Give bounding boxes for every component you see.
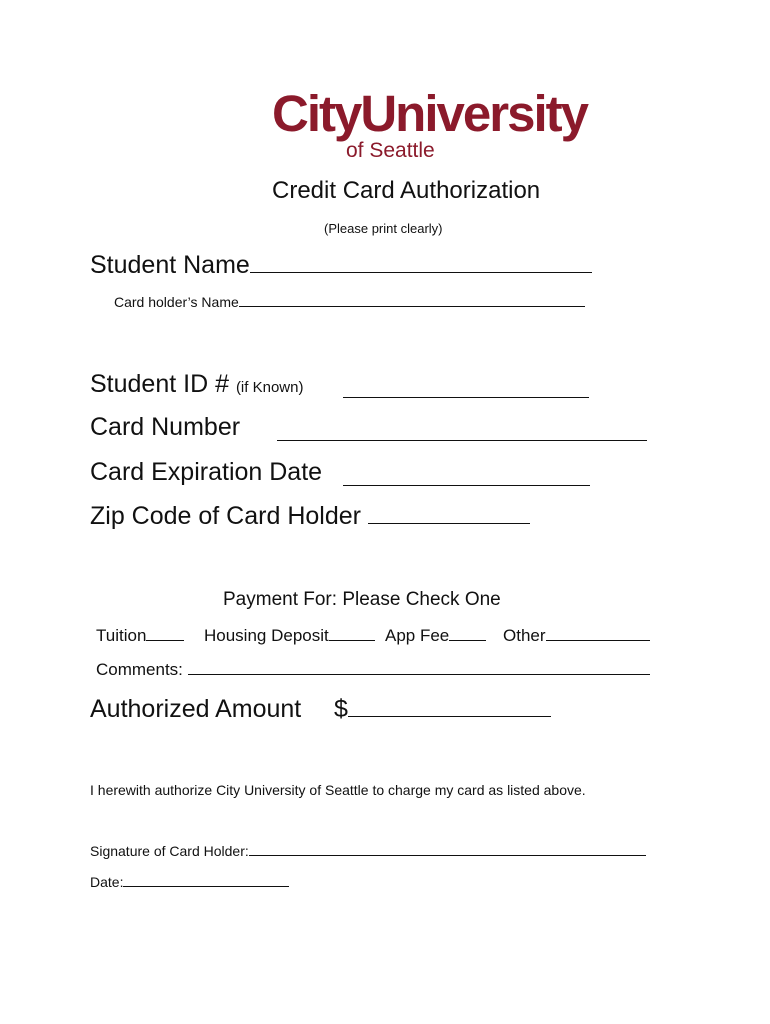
- date-field[interactable]: [123, 886, 289, 887]
- student-name-label: Student Name: [90, 251, 250, 279]
- date-label: Date:: [90, 874, 124, 890]
- authorization-statement: I herewith authorize City University of Seattle to charge my card as listed above.: [90, 782, 586, 798]
- authorized-amount-label: Authorized Amount: [90, 695, 302, 723]
- zip-code-field[interactable]: [368, 523, 530, 524]
- housing-deposit-label: Housing Deposit: [204, 626, 329, 645]
- form-title: Credit Card Authorization: [272, 177, 541, 204]
- comments-label: Comments:: [96, 660, 183, 679]
- other-check-field[interactable]: [546, 640, 650, 641]
- card-expiration-label: Card Expiration Date: [90, 458, 323, 486]
- tuition-label: Tuition: [96, 626, 147, 645]
- payment-option-other: [503, 627, 650, 644]
- zip-code-row: [90, 504, 530, 529]
- app-fee-label: App Fee: [385, 626, 450, 645]
- form-subtitle: (Please print clearly): [324, 221, 443, 236]
- payment-option-tuition: [96, 627, 184, 644]
- student-name-field[interactable]: [250, 272, 592, 273]
- signature-label: Signature of Card Holder:: [90, 843, 249, 859]
- payment-option-housing-deposit: [204, 627, 375, 644]
- tuition-check-field[interactable]: [146, 640, 184, 641]
- card-number-label: Card Number: [90, 413, 241, 441]
- student-id-label: Student ID #: [90, 370, 229, 398]
- other-label: Other: [503, 626, 546, 645]
- signature-field[interactable]: [249, 855, 646, 856]
- housing-deposit-check-field[interactable]: [329, 640, 375, 641]
- card-holder-name-row: [114, 295, 585, 309]
- student-id-field[interactable]: [343, 372, 589, 398]
- university-logo: CityUniversity: [272, 85, 587, 142]
- zip-code-label: Zip Code of Card Holder: [90, 502, 361, 530]
- comments-field[interactable]: [188, 674, 650, 675]
- payment-for-heading: Payment For: Please Check One: [223, 589, 501, 610]
- comments-row: [96, 661, 650, 678]
- card-expiration-field[interactable]: [343, 460, 590, 486]
- date-row: [90, 875, 289, 889]
- card-number-field[interactable]: [277, 415, 647, 441]
- student-id-note: (if Known): [235, 379, 304, 396]
- university-logo-subtitle: of Seattle: [346, 139, 435, 162]
- signature-row: [90, 844, 646, 858]
- authorized-amount-row: [334, 697, 551, 722]
- card-holder-name-field[interactable]: [239, 306, 585, 307]
- currency-symbol: $: [334, 695, 348, 723]
- card-holder-name-label: Card holder’s Name: [114, 294, 239, 310]
- authorized-amount-field[interactable]: [348, 716, 551, 717]
- app-fee-check-field[interactable]: [449, 640, 486, 641]
- student-name-row: [90, 253, 592, 278]
- student-id-label-group: [90, 372, 303, 397]
- payment-option-app-fee: [385, 627, 486, 644]
